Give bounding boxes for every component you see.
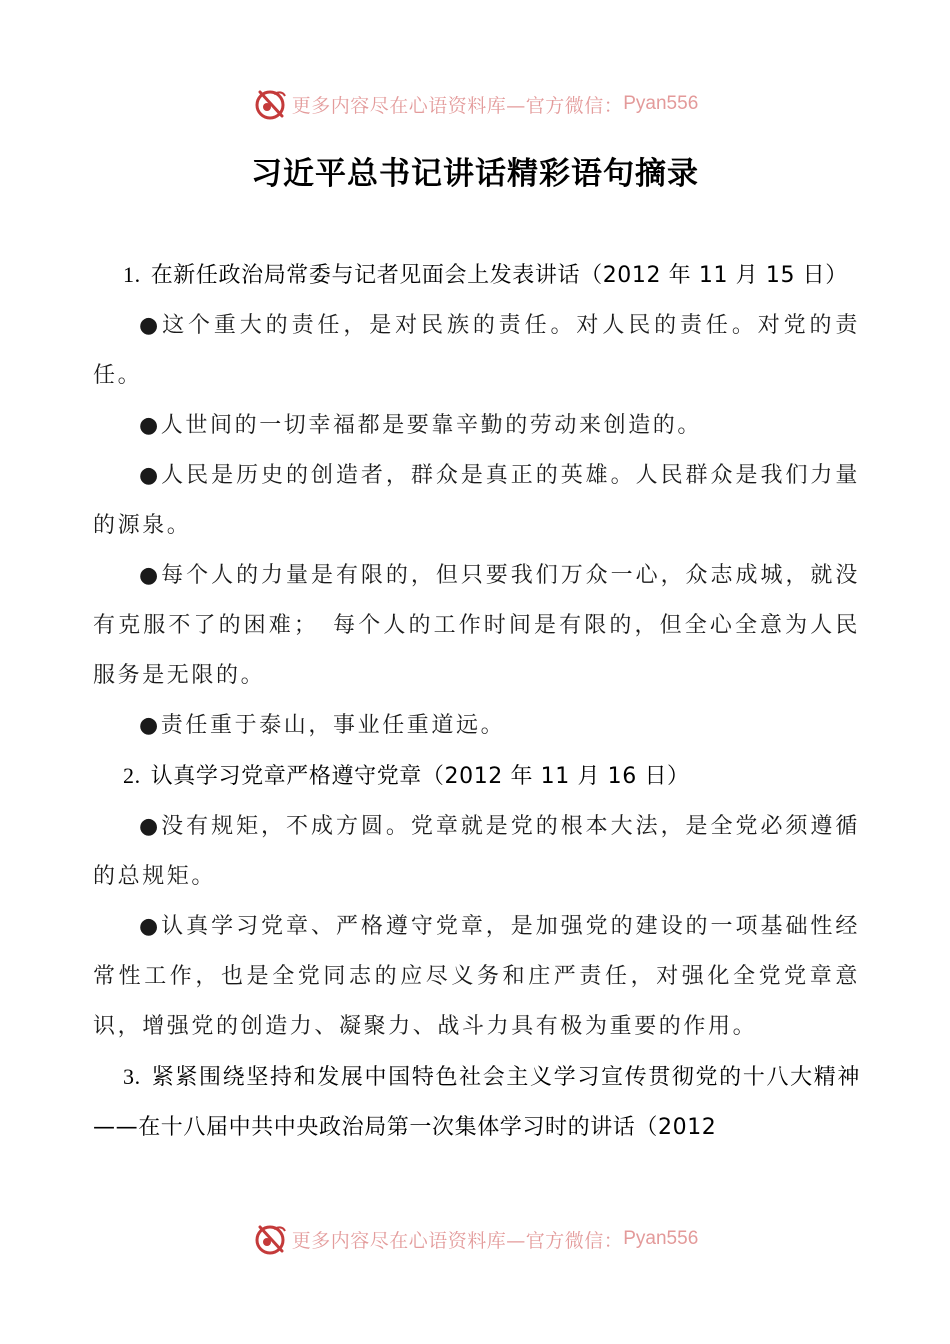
quote-paragraph: ●人民是历史的创造者，群众是真正的英雄。人民群众是我们力量的源泉。 [93,463,860,538]
quote-paragraph: ●没有规矩，不成方圆。党章就是党的根本大法，是全党必须遵循的总规矩。 [93,814,860,889]
section-heading-3: 3. 紧紧围绕坚持和发展中国特色社会主义学习宣传贯彻党的十八大精神——在十八届中共中央政治局第一次集体学习时的讲话（2012 [93,1064,860,1140]
section-heading-text: 紧紧围绕坚持和发展中国特色社会主义学习宣传贯彻党的十八大精神——在十八届中共中央政治局第一次集体学习时的讲话（2012 [93,1065,860,1140]
section-heading-text: 在新任政治局常委与记者见面会上发表讲话（2012 年 11 月 15 日） [150,263,848,288]
page-title: 习近平总书记讲话精彩语句摘录 [251,156,699,192]
section-heading-text: 认真学习党章严格遵守党章（2012 年 11 月 16 日） [150,764,690,789]
quote-paragraph: ●人世间的一切幸福都是要靠辛勤的劳动来创造的。 [139,413,702,438]
watermark-text: 更多内容尽在心语资料库—官方微信： [291,1229,624,1252]
section-heading-1: 1. 在新任政治局常委与记者见面会上发表讲话（2012 年 11 月 15 日） [123,262,848,288]
footer-watermark [0,1219,950,1259]
quote-paragraph: ●每个人的力量是有限的，但只要我们万众一心，众志成城，就没有克服不了的困难； 每个人的工作时间是有限的，但全心全意为人民服务是无限的。 [93,563,860,688]
logo-icon [252,86,288,122]
quote-paragraph: ●这个重大的责任，是对民族的责任。对人民的责任。对党的责任。 [93,313,860,388]
watermark-text: 更多内容尽在心语资料库—官方微信： [291,94,624,117]
logo-icon [252,1221,288,1257]
watermark-id: Pyan556 [623,1228,699,1249]
watermark-id: Pyan556 [623,93,699,114]
header-watermark [0,84,950,124]
quote-paragraph: ●认真学习党章、严格遵守党章，是加强党的建设的一项基础性经常性工作，也是全党同志的应尽义务和庄严责任，对强化全党党章意识，增强党的创造力、凝聚力、战斗力具有极为重要的作用。 [93,914,860,1039]
document-body [93,250,860,1153]
section-heading-2: 2. 认真学习党章严格遵守党章（2012 年 11 月 16 日） [123,763,690,789]
quote-paragraph: ●责任重于泰山，事业任重道远。 [139,713,506,738]
